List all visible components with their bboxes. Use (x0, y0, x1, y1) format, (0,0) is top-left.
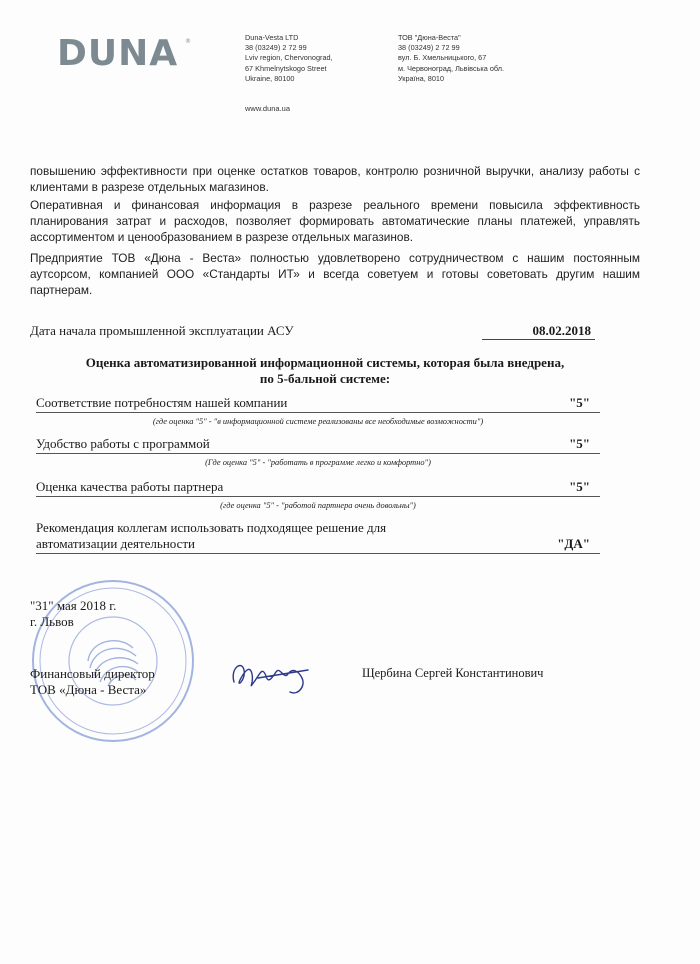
signer-company: ТОВ «Дюна - Веста» (30, 682, 147, 697)
start-date-value: 08.02.2018 (532, 323, 591, 338)
recommendation-row (36, 520, 600, 556)
website-link[interactable]: www.duna.ua (245, 104, 291, 113)
handwritten-signature (228, 652, 318, 702)
logo-text: DUNA (57, 34, 179, 70)
company-name-ua: ТОВ "Дюна-Веста" (398, 33, 461, 42)
signer-position-block (30, 666, 155, 698)
company-address-en (245, 33, 333, 84)
criterion-score: "5" (569, 436, 590, 451)
address-line-en: 67 Khmelnytskogo Street (245, 63, 327, 73)
body-paragraph: повышению эффективности при оценке остатков товаров, контролю розничной выручки, анализу работы с клиентами в разрезе отдельных магазинов. (30, 164, 640, 194)
start-date-label: Дата начала промышленной эксплуатации АСУ (30, 323, 294, 338)
address-line-ua: Україна, 8010 (398, 73, 445, 83)
heading-line: Оценка автоматизированной информационной системы, которая была внедрена, (85, 355, 565, 370)
sign-city: г. Львов (30, 614, 74, 629)
criterion-score: "5" (569, 479, 590, 494)
criterion-score: "5" (569, 395, 590, 410)
criterion-label: Оценка качества работы партнера (36, 479, 224, 494)
criterion-row (36, 436, 600, 470)
criterion-note: (где оценка "5" - "в информационной системе реализованы все необходимые возможности") (152, 417, 484, 426)
body-paragraph: Предприятие ТОВ «Дюна - Веста» полностью удовлетворено сотрудничеством с нашим постоянным аутсорсом, компанией ООО «Стандарты ИТ» и всегда советуем и готовы советовать другим нашим партнерам. (30, 251, 640, 297)
underline (482, 339, 595, 340)
sign-date: "31" мая 2018 г. (30, 598, 117, 613)
company-address-ua (398, 33, 504, 84)
address-line-en: Ukraine, 80100 (245, 73, 295, 83)
underline (36, 453, 600, 454)
underline (36, 553, 600, 554)
company-phone-ua: 38 (03249) 2 72 99 (398, 43, 460, 53)
recommendation-label (36, 520, 386, 552)
evaluation-heading (60, 355, 590, 387)
company-name-en: Duna-Vesta LTD (245, 33, 299, 42)
start-date-row (30, 323, 595, 341)
body-paragraph: Оперативная и финансовая информация в разрезе реального времени повысила эффективность планирования затрат и расходов, позволяет формировать автоматические планы платежей, управлять ассортиментом и ценообразованием в разрезе отдельных магазинов. (30, 198, 640, 244)
signer-position: Финансовый директор (30, 666, 155, 681)
recommendation-value: "ДА" (557, 536, 590, 551)
criterion-row (36, 395, 600, 429)
company-phone-en: 38 (03249) 2 72 99 (245, 43, 307, 53)
address-line-en: Lviv region, Chervonograd, (245, 53, 333, 63)
criterion-note: (где оценка "5" - "работой партнера очень довольны") (220, 501, 416, 510)
sign-date-block (30, 598, 116, 630)
recommendation-line: автоматизации деятельности (36, 536, 196, 551)
recommendation-line: Рекомендация коллегам использовать подходящее решение для (36, 520, 387, 535)
svg-text:®: ® (185, 38, 191, 45)
duna-logo (57, 34, 192, 70)
criterion-note: (Где оценка "5" - "работать в программе легко и комфортно") (205, 458, 431, 467)
signer-name: Щербина Сергей Константинович (362, 666, 544, 680)
heading-line: по 5-бальной системе: (259, 371, 391, 386)
underline (36, 412, 600, 413)
criterion-row (36, 479, 600, 513)
underline (36, 496, 600, 497)
criterion-label: Удобство работы с программой (36, 436, 210, 451)
address-line-ua: вул. Б. Хмельницького, 67 (398, 53, 487, 63)
address-line-ua: м. Червоноград, Львівська обл. (398, 63, 505, 73)
criterion-label: Соответствие потребностям нашей компании (36, 395, 288, 410)
